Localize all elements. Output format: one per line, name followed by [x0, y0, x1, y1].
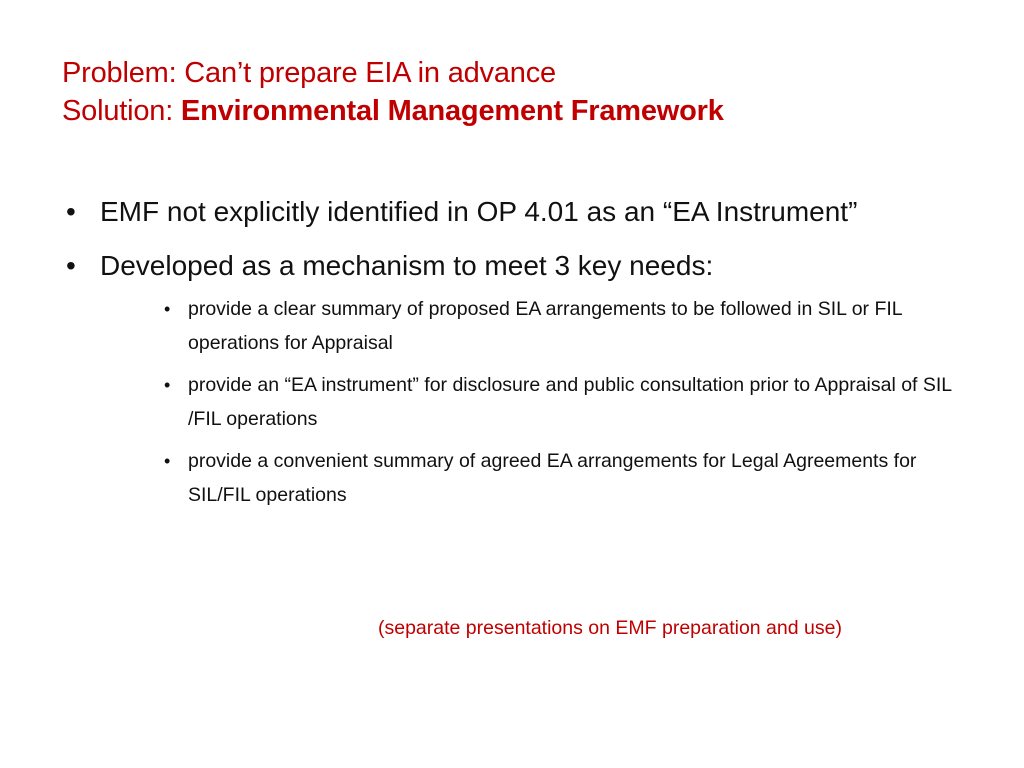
sub-bullet-text: provide a clear summary of proposed EA arrangements to be followed in SIL or FIL operations for Appraisal — [188, 298, 902, 354]
bullet-text: Developed as a mechanism to meet 3 key needs: — [100, 250, 714, 281]
sub-bullet-item — [164, 368, 966, 436]
sub-bullet-item — [164, 292, 966, 360]
sub-bullet-item — [164, 444, 966, 512]
sub-bullet-text: provide a convenient summary of agreed EA arrangements for Legal Agreements for SIL/FIL operations — [188, 450, 917, 506]
sub-bullet-text: provide an “EA instrument” for disclosure and public consultation prior to Appraisal of SIL /FIL operations — [188, 374, 952, 430]
slide-body — [66, 190, 966, 520]
bullet-dot-icon: • — [66, 250, 76, 281]
footnote: (separate presentations on EMF preparation and use) — [378, 617, 842, 639]
bullet-dot-icon: • — [66, 196, 76, 227]
solution-prefix: Solution: — [62, 95, 181, 127]
sub-bullet-list — [164, 292, 966, 512]
solution-emphasis: Environmental Management Framework — [180, 95, 724, 127]
solution-line — [62, 92, 982, 130]
problem-line: Problem: Can’t prepare EIA in advance — [62, 57, 556, 89]
sub-bullet-dot-icon: • — [164, 451, 171, 471]
slide-title — [62, 54, 982, 130]
bullet-text: EMF not explicitly identified in OP 4.01 as an “EA Instrument” — [100, 196, 858, 227]
bullet-item — [66, 190, 966, 233]
sub-bullet-dot-icon: • — [164, 299, 171, 319]
sub-bullet-dot-icon: • — [164, 375, 171, 395]
bullet-item — [66, 244, 966, 287]
